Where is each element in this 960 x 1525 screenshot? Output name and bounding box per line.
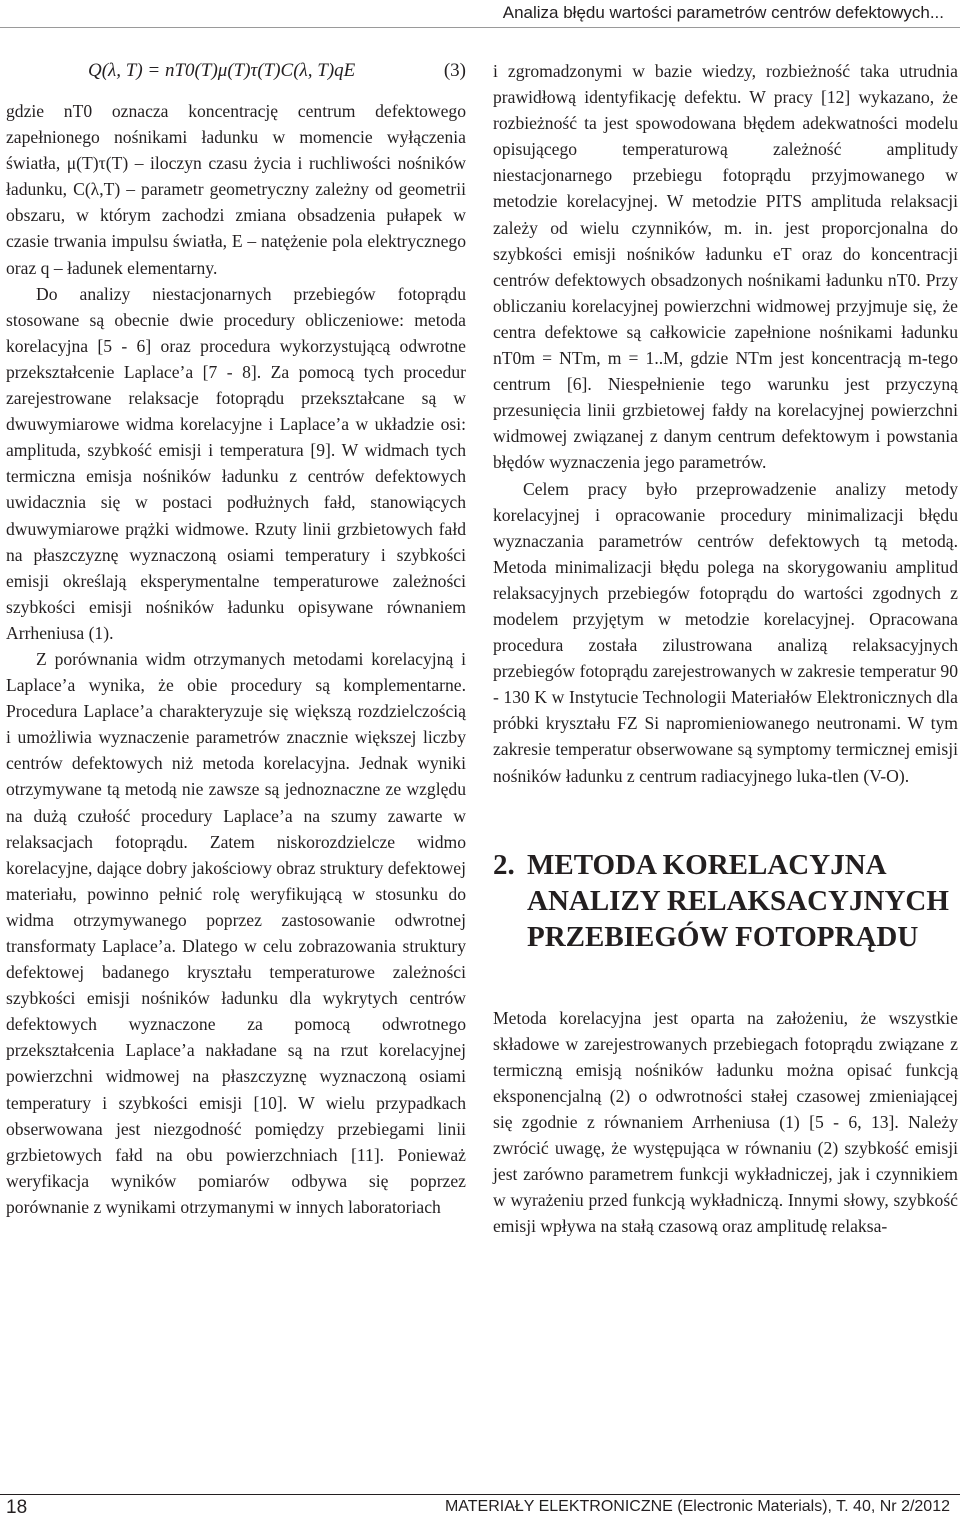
right-column — [493, 58, 958, 1239]
section-title-line-1: METODA KORELACYJNA — [527, 848, 887, 881]
section-title-line-2: ANALIZY RELAKSACYJNYCH — [527, 884, 949, 917]
left-column — [6, 58, 466, 1220]
journal-citation: MATERIAŁY ELEKTRONICZNE (Electronic Materials), T. 40, Nr 2/2012 — [444, 1498, 950, 1515]
equation-formula: Q(λ, T) = nT0(T)μ(T)τ(T)C(λ, T)qE — [88, 60, 356, 81]
paragraph-comparison: Z porównania widm otrzymanych metodami korelacyjną i Laplace’a wynika, że obie procedury są komplementarne. Procedura Laplace’a charakteryzuje się większą rozdzielczością i umożliwia wyznaczenie parametrów znacznie większej liczby centrów defektowych niż metoda korelacyjna. Jednak wyniki otrzymywane tą metodą nie zawsze są jednoznaczne ze względu na dużą czułość procedury Laplace’a na szumy zawarte w relaksacjach fotoprądu. Zatem niskorozdzielcze widmo korelacyjne, dające dobry jakościowy obraz struktury defektowej materiału, powinno pełnić rolę weryfikującą w stosunku do widma otrzymywanego poprzez zastosowanie odwrotnej transformaty Laplace’a. Dlatego w celu zobrazowania struktury defektowej badanego kryształu temperaturowe zależności szybkości emisji nośników ładunku dla wykrytych centrów defektowych wyznaczone za pomocą odwrotnego przekształcenia Laplace’a nakładane są na rzut korelacyjnej powierzchni widmowej na płaszczyznę wyznaczoną osiami temperatury i szybkości emisji [10]. W wielu przypadkach obserwowana jest niezgodność pomiędzy przebiegami linii grzbietowych fałd na obu powierzchniach [11]. Ponieważ weryfikacja wyników pomiarów odbywa się poprzez porównanie z wynikami otrzymanymi w innych laboratoriach — [6, 648, 466, 1217]
paragraph-discrepancy: i zgromadzonymi w bazie wiedzy, rozbieżność taka utrudnia prawidłową identyfikację defektu. W pracy [12] wykazano, że rozbieżność ta jest spowodowana błędem adekwatności modelu opisującego temperaturową zależność amplitudy niestacjonarnego przebiegu fotoprądu przyjmowanego w metodzie korelacyjnej. W metodzie PITS amplituda relaksacji zależy od wielu czynników, m. in. jest proporcjonalna do szybkości emisji nośników ładunku eT oraz do koncentracji centrów defektowych obsadzonych nośnikami ładunku nT0. Przy obliczaniu korelacyjnej powierzchni widmowej przyjmuje się, że centra defektowe są całkowicie zapełnione nośnikami ładunku nT0m = NTm, m = 1..M, gdzie NTm jest koncentracją m-tego centrum [6]. Niespełnienie tego warunku jest przyczyną przesunięcia linii grzbietowej fałdy na korelacyjnej powierzchni widmowej związanej z danym centrum defektowym i powstania błędów wyznaczenia jego parametrów. — [493, 61, 958, 473]
section-number: 2. — [493, 848, 515, 881]
paragraph-aim: Celem pracy było przeprowadzenie analizy metody korelacyjnej i opracowanie procedury minimalizacji błędu wyznaczania parametrów centrów defektowych tą metodą. Metoda minimalizacji błędu polega na skorygowaniu amplitud relaksacyjnych przebiegów fotoprądu do wartości zgodnych z modelem przyjętym w metodzie korelacyjnej. Opracowana procedura została zilustrowana analizą relaksacyjnych przebiegów fotoprądu zarejestrowanych w zakresie temperatur 90 - 130 K w Instytucie Technologii Materiałów Elektronicznych dla próbki kryształu FZ Si napromieniowanego neutronami. W tym zakresie temperatur obserwowane są symptomy termicznej emisji nośników ładunku z centrum radiacyjnego luka-tlen (V-O). — [493, 478, 958, 786]
paragraph-analysis-procedures: Do analizy niestacjonarnych przebiegów fotoprądu stosowane są obecnie dwie procedury obliczeniowe: metoda korelacyjna [5 - 6] oraz procedura wykorzystującą odwrotne przekształcenie Laplace’a [7 - 8]. Za pomocą tych procedur zarejestrowane relaksacje fotoprądu przekształcane są w dwuwymiarowe widma korelacyjne i Laplace’a w układzie osi: amplituda, szybkość emisji i temperatura [9]. W widmach tych termiczna emisja nośników ładunku z centrów defektowych uwidacznia się w postaci podłużnych fałd, stanowiących dwuwymiarowe prążki widmowe. Rzuty linii grzbietowych fałd na płaszczyznę wyznaczoną osiami temperatury i szybkości emisji określają eksperymentalne temperaturowe zależności szybkości emisji nośników ładunku opisywane równaniem Arrheniusa (1). — [6, 283, 466, 643]
paragraph-definitions: gdzie nT0 oznacza koncentrację centrum defektowego zapełnionego nośnikami ładunku w momencie wyłączenia światła, μ(T)τ(T) – iloczyn czasu życia i ruchliwości nośników ładunku, C(λ,T) – parametr geometryczny zależny od geometrii obszaru, w którym zachodzi zmiana obsadzenia pułapek w czasie trwania impulsu światła, E – natężenie pola elektrycznego oraz q – ładunek elementarny. — [6, 101, 466, 278]
section-heading — [493, 847, 958, 955]
equation-3 — [6, 58, 466, 94]
running-title: Analiza błędu wartości parametrów centrów defektowych... — [502, 3, 944, 22]
running-header — [0, 0, 960, 28]
equation-number: (3) — [443, 60, 466, 81]
footer-rule — [0, 1494, 960, 1495]
page-number: 18 — [6, 1497, 28, 1518]
section-title-line-3: PRZEBIEGÓW FOTOPRĄDU — [527, 920, 919, 953]
paragraph-method-basis: Metoda korelacyjna jest oparta na założeniu, że wszystkie składowe w zarejestrowanych przebiegach fotoprądu związane z termiczną emisją nośników ładunku można opisać funkcją eksponencjalną (2) o odwrotności stałej czasowej zmieniającej się zgodnie z równaniem Arrheniusa (1) [5 - 6, 13]. Należy zwrócić uwagę, że występująca w równaniu (2) szybkość emisji jest zarówno parametrem funkcji wykładniczej, jak i czynnikiem w wyrażeniu przed funkcją wykładniczą. Innymi słowy, szybkość emisji wpływa na stałą czasową oraz amplitudę relaksa- — [493, 1007, 958, 1237]
